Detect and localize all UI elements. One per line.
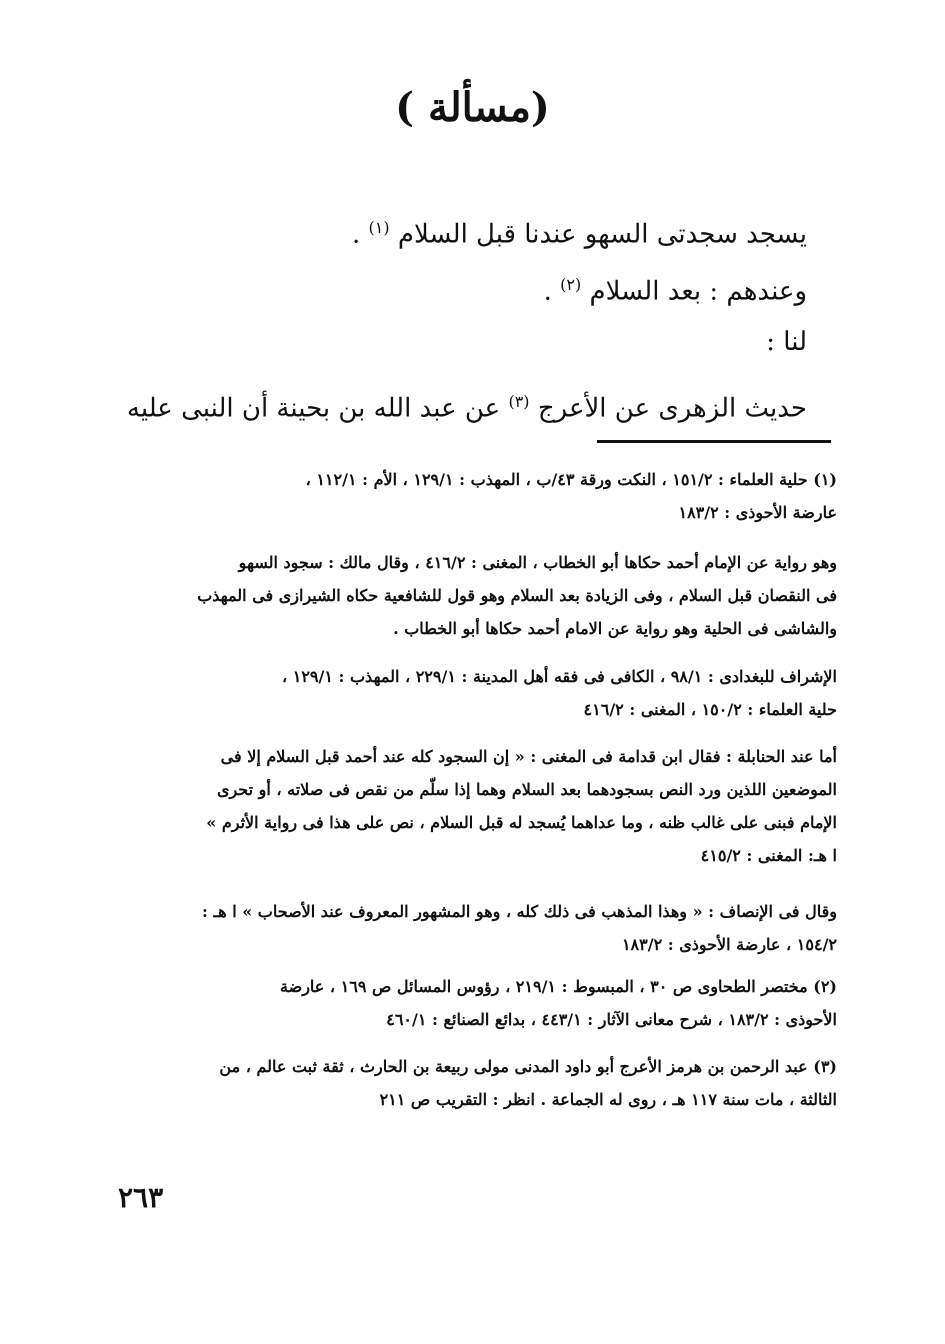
body-text: عن عبد الله بن بحينة أن النبى عليه [126, 393, 501, 424]
body-line-3 [107, 322, 807, 362]
footnote-line: الإشراف للبغدادى : ٩٨/١ ، الكافى فى فقه أهل المدينة : ٢٢٩/١ ، المهذب : ١٢٩/١ ، [281, 667, 837, 686]
footnote-line: ا هـ: المغنى : ٤١٥/٢ [700, 846, 837, 865]
footnote-line: الإمام فبنى على غالب ظنه ، وما عداهما يُسجد له قبل السلام ، نص على هذا فى رواية الأثرم » [206, 813, 837, 832]
body-text: وعندهم : بعد السلام [589, 276, 807, 307]
page-title: (مسألة ) [395, 84, 550, 131]
footnote-line: الثالثة ، مات سنة ١١٧ هـ ، روى له الجماعة . انظر : التقريب ص ٢١١ [379, 1090, 837, 1109]
footnote-2 [117, 970, 837, 1036]
footnote-1-note-c [117, 740, 837, 872]
body-text: لنا : [766, 327, 807, 357]
page-number: ٢٦٣ [118, 1181, 164, 1214]
body-line-4 [107, 382, 807, 429]
footnote-line: (١) حلية العلماء : ١٥١/٢ ، النكت ورقة ٤٣/ب ، المهذب : ١٢٩/١ ، الأم : ١١٢/١ ، [305, 470, 837, 489]
footnote-line: الأحوذى : ١٨٣/٢ ، شرح معانى الآثار : ٤٤٣/١ ، بدائع الصنائع : ٤٦٠/١ [386, 1010, 837, 1029]
footnote-line: حلية العلماء : ١٥٠/٢ ، المغنى : ٤١٦/٢ [583, 700, 837, 719]
footnote-1 [117, 463, 837, 529]
body-text-end: . [351, 219, 361, 250]
body-line-2 [107, 265, 807, 312]
footnote-line: والشاشى فى الحلية وهو رواية عن الامام أحمد حكاها أبو الخطاب . [393, 619, 837, 638]
footnote-line: الموضعين اللذين ورد النص بسجودهما بعد السلام وهما إذا سلّم من نقص فى صلاته ، أو تحرى [216, 780, 837, 799]
footnote-ref-2: (٢) [560, 275, 582, 294]
footnote-line: عارضة الأحوذى : ١٨٣/٢ [678, 503, 837, 522]
body-text: حديث الزهرى عن الأعرج [537, 393, 807, 424]
footnote-line: وقال فى الإنصاف : « وهذا المذهب فى ذلك كله ، وهو المشهور المعروف عند الأصحاب » ا هـ : [202, 902, 837, 921]
footnote-line: (٣) عبد الرحمن بن هرمز الأعرج أبو داود المدنى مولى ربيعة بن الحارث ، ثقة ثبت عالم ، من [219, 1057, 837, 1076]
footnote-divider [597, 440, 831, 443]
footnote-1-note-a [117, 546, 837, 645]
footnote-line: وهو رواية عن الإمام أحمد حكاها أبو الخطاب ، المغنى : ٤١٦/٢ ، وقال مالك : سجود السهو [238, 553, 837, 572]
footnote-3 [117, 1050, 837, 1116]
body-text-end: . [543, 276, 552, 307]
body-line-1 [107, 208, 807, 255]
footnote-line: ١٥٤/٢ ، عارضة الأحوذى : ١٨٣/٢ [621, 935, 837, 954]
footnote-1-note-b [117, 660, 837, 726]
footnote-1-note-d [117, 895, 837, 961]
footnote-line: فى النقصان قبل السلام ، وفى الزيادة بعد السلام وهو قول للشافعية حكاه الشيرازى فى المهذب [197, 586, 837, 605]
footnote-ref-3: (٣) [508, 392, 530, 411]
footnote-ref-1: (١) [368, 218, 390, 237]
footnote-line: (٢) مختصر الطحاوى ص ٣٠ ، المبسوط : ٢١٩/١ ، رؤوس المسائل ص ١٦٩ ، عارضة [280, 977, 837, 996]
body-text: يسجد سجدتى السهو عندنا قبل السلام [397, 219, 807, 250]
footnote-line: أما عند الحنابلة : فقال ابن قدامة فى المغنى : « إن السجود كله عند أحمد قبل السلام إلا فى [220, 747, 837, 766]
